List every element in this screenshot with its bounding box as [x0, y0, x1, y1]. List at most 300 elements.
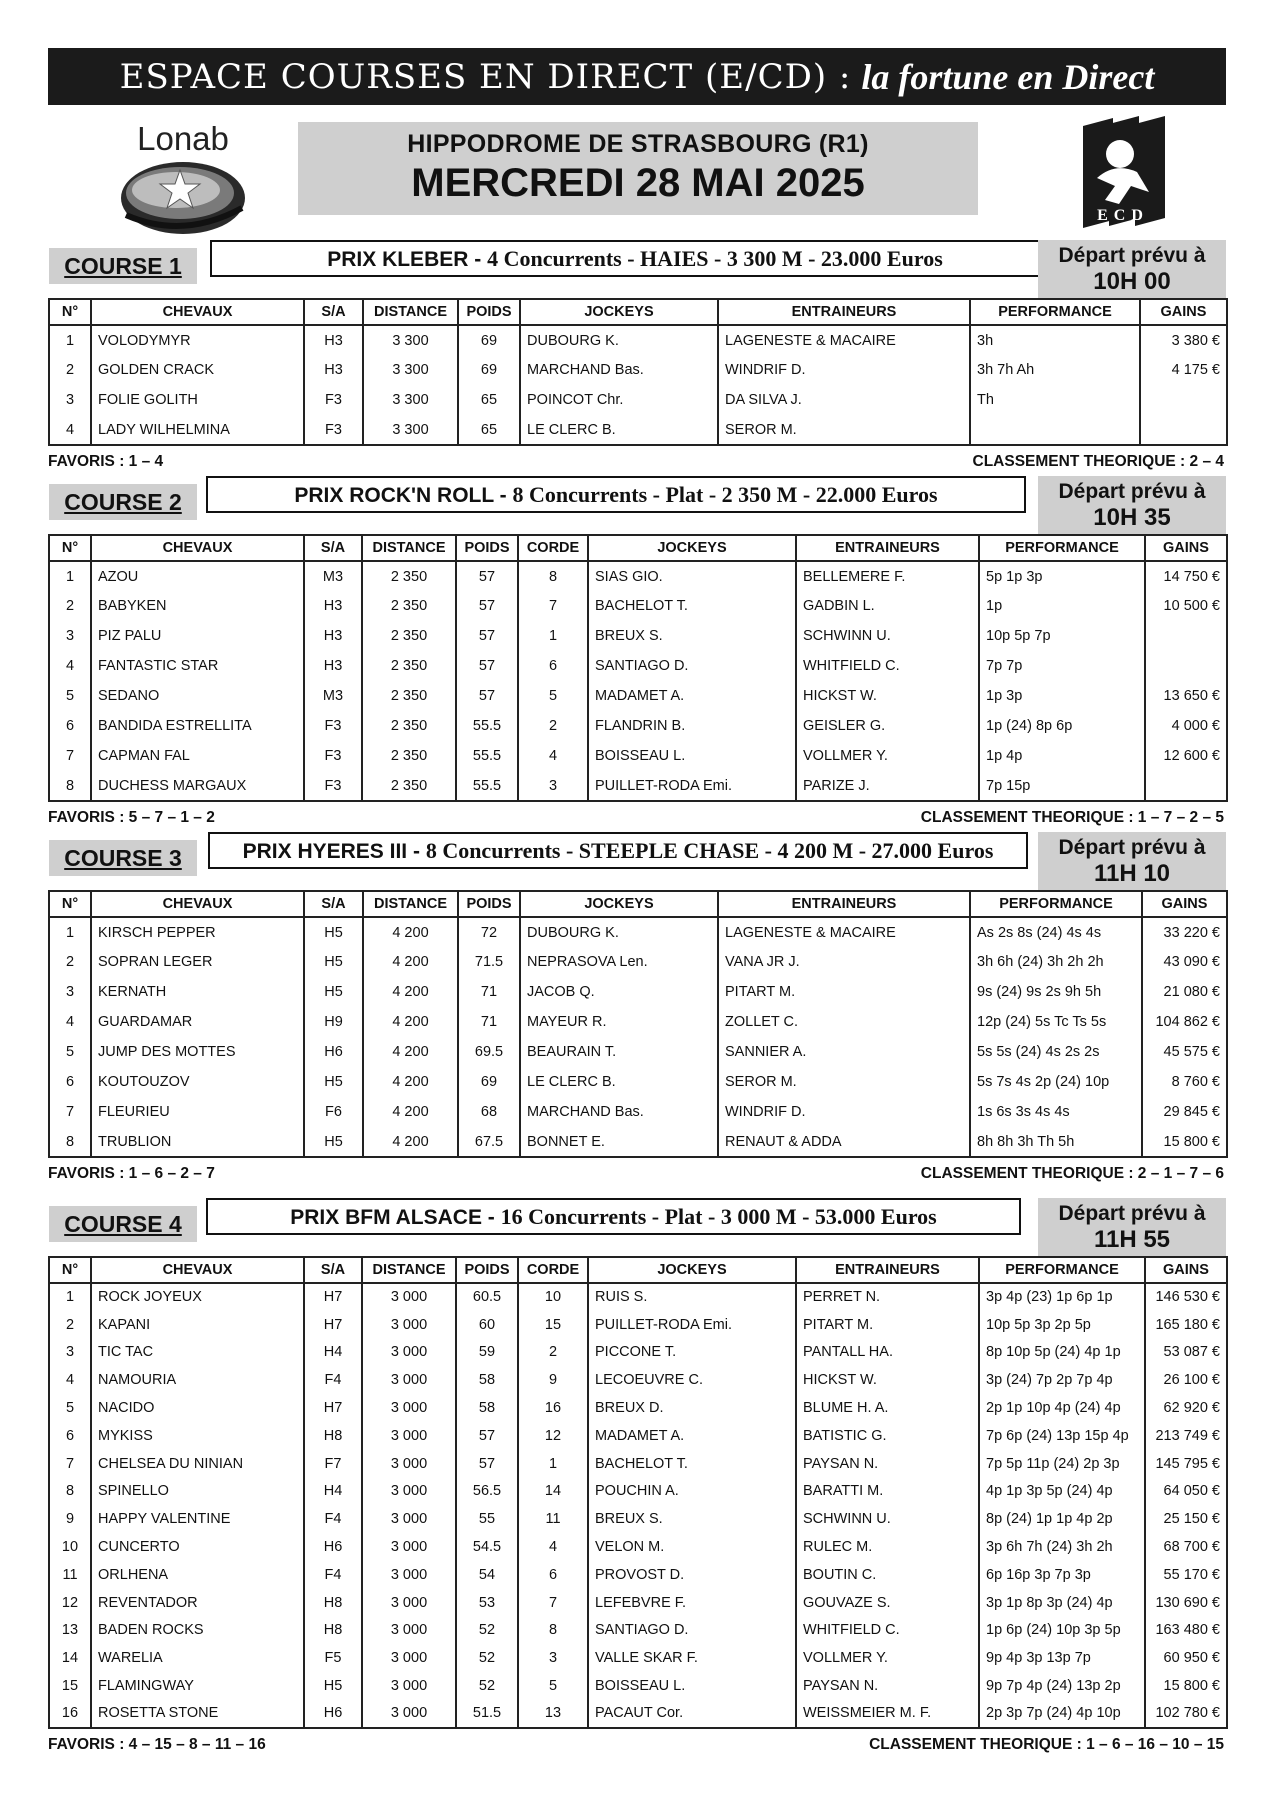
cell-distance: 4 200 — [363, 1097, 458, 1127]
cell-chevaux: HAPPY VALENTINE — [91, 1505, 304, 1533]
cell-s-a: H3 — [304, 651, 362, 681]
cell-jockeys: JACOB Q. — [520, 977, 718, 1007]
cell-entraineurs: VANA JR J. — [718, 947, 970, 977]
cell-distance: 3 300 — [363, 325, 458, 355]
cell-s-a: H8 — [304, 1617, 362, 1645]
col-header-s-a: S/A — [304, 299, 363, 325]
cell-jockeys: BONNET E. — [520, 1127, 718, 1157]
runners-table — [48, 890, 1228, 1158]
prix-title: PRIX KLEBER - 4 Concurrents - HAIES - 3 300 M - 23.000 Euros — [210, 240, 1060, 277]
cell-s-a: H5 — [304, 1672, 362, 1700]
table-row — [49, 917, 1227, 947]
cell-no: 1 — [49, 561, 91, 591]
cell-chevaux: NAMOURIA — [91, 1366, 304, 1394]
table-row — [49, 1700, 1227, 1728]
cell-distance: 2 350 — [362, 651, 456, 681]
cell-distance: 3 300 — [363, 385, 458, 415]
runners-table — [48, 534, 1228, 802]
cell-gains: 146 530 € — [1145, 1283, 1227, 1311]
cell-corde: 13 — [518, 1700, 588, 1728]
cell-no: 4 — [49, 1007, 91, 1037]
cell-distance: 3 000 — [362, 1450, 456, 1478]
col-header-poids: POIDS — [456, 1257, 518, 1283]
cell-performance: 1p 6p (24) 10p 3p 5p — [979, 1617, 1145, 1645]
cell-entraineurs: RENAUT & ADDA — [718, 1127, 970, 1157]
cell-performance: 3h 6h (24) 3h 2h 2h — [970, 947, 1142, 977]
table-row — [49, 1283, 1227, 1311]
cell-gains: 15 800 € — [1145, 1672, 1227, 1700]
table-row — [49, 1067, 1227, 1097]
cell-poids: 58 — [456, 1366, 518, 1394]
cell-jockeys: DUBOURG K. — [520, 325, 718, 355]
cell-entraineurs: SANNIER A. — [718, 1037, 970, 1067]
cell-jockeys: LE CLERC B. — [520, 1067, 718, 1097]
cell-gains: 165 180 € — [1145, 1311, 1227, 1339]
cell-no: 3 — [49, 1339, 91, 1367]
cell-s-a: H4 — [304, 1339, 362, 1367]
cell-s-a: F6 — [304, 1097, 363, 1127]
cell-poids: 57 — [456, 591, 518, 621]
cell-corde: 8 — [518, 1617, 588, 1645]
cell-performance: 3h 7h Ah — [970, 355, 1140, 385]
cell-jockeys: MAYEUR R. — [520, 1007, 718, 1037]
cell-chevaux: VOLODYMYR — [91, 325, 304, 355]
col-header-chevaux: CHEVAUX — [91, 299, 304, 325]
table-row — [49, 977, 1227, 1007]
cell-no: 10 — [49, 1533, 91, 1561]
col-header-entraineurs: ENTRAINEURS — [796, 1257, 979, 1283]
cell-chevaux: KAPANI — [91, 1311, 304, 1339]
depart-box — [1038, 476, 1226, 534]
cell-distance: 2 350 — [362, 681, 456, 711]
cell-gains: 3 380 € — [1140, 325, 1227, 355]
cell-s-a: F5 — [304, 1644, 362, 1672]
cell-poids: 57 — [456, 651, 518, 681]
cell-jockeys: MARCHAND Bas. — [520, 355, 718, 385]
table-row — [49, 561, 1227, 591]
cell-entraineurs: PARIZE J. — [796, 771, 979, 801]
cell-performance: 1p (24) 8p 6p — [979, 711, 1145, 741]
cell-distance: 4 200 — [363, 977, 458, 1007]
cell-no: 6 — [49, 711, 91, 741]
cell-no: 13 — [49, 1617, 91, 1645]
table-row — [49, 1097, 1227, 1127]
cell-performance: 1p 4p — [979, 741, 1145, 771]
table-body — [49, 325, 1227, 445]
table-header-row — [49, 535, 1227, 561]
depart-label: Départ prévu à — [1058, 244, 1206, 267]
cell-corde: 4 — [518, 1533, 588, 1561]
cell-distance: 2 350 — [362, 771, 456, 801]
cell-distance: 4 200 — [363, 1007, 458, 1037]
cell-no: 14 — [49, 1644, 91, 1672]
col-header-no: N° — [49, 299, 91, 325]
cell-performance: 9s (24) 9s 2s 9h 5h — [970, 977, 1142, 1007]
cell-gains: 25 150 € — [1145, 1505, 1227, 1533]
cell-jockeys: BOISSEAU L. — [588, 741, 796, 771]
cell-entraineurs: VOLLMER Y. — [796, 1644, 979, 1672]
race-section-4 — [48, 1198, 1226, 1763]
cell-corde: 16 — [518, 1394, 588, 1422]
cell-poids: 57 — [456, 1422, 518, 1450]
cell-poids: 54 — [456, 1561, 518, 1589]
col-header-chevaux: CHEVAUX — [91, 535, 304, 561]
cell-no: 6 — [49, 1067, 91, 1097]
cell-corde: 7 — [518, 591, 588, 621]
cell-s-a: H5 — [304, 1127, 363, 1157]
cell-gains — [1140, 385, 1227, 415]
cell-poids: 58 — [456, 1394, 518, 1422]
cell-jockeys: LEFEBVRE F. — [588, 1589, 796, 1617]
cell-s-a: H4 — [304, 1478, 362, 1506]
cell-no: 3 — [49, 385, 91, 415]
cell-entraineurs: WHITFIELD C. — [796, 1617, 979, 1645]
col-header-gains: GAINS — [1145, 1257, 1227, 1283]
cell-corde: 6 — [518, 1561, 588, 1589]
cell-entraineurs: VOLLMER Y. — [796, 741, 979, 771]
cell-no: 8 — [49, 1127, 91, 1157]
table-header-row — [49, 1257, 1227, 1283]
cell-performance: 1p — [979, 591, 1145, 621]
cell-gains: 104 862 € — [1142, 1007, 1227, 1037]
classement-theorique: CLASSEMENT THEORIQUE : 2 – 1 – 7 – 6 — [920, 1165, 1224, 1182]
cell-gains: 12 600 € — [1145, 741, 1227, 771]
banner-tagline: la fortune en Direct — [861, 56, 1155, 97]
cell-distance: 2 350 — [362, 741, 456, 771]
cell-no: 6 — [49, 1422, 91, 1450]
table-row — [49, 1617, 1227, 1645]
cell-poids: 69 — [458, 355, 520, 385]
classement-theorique: CLASSEMENT THEORIQUE : 2 – 4 — [972, 453, 1224, 470]
race-section-1 — [48, 240, 1226, 480]
cell-no: 2 — [49, 947, 91, 977]
cell-jockeys: BREUX S. — [588, 621, 796, 651]
cell-s-a: H5 — [304, 917, 363, 947]
runners-table — [48, 1256, 1228, 1729]
col-header-performance: PERFORMANCE — [970, 891, 1142, 917]
lonab-logo — [118, 120, 248, 238]
cell-corde: 8 — [518, 561, 588, 591]
cell-gains — [1145, 651, 1227, 681]
cell-no: 15 — [49, 1672, 91, 1700]
table-row — [49, 1394, 1227, 1422]
cell-distance: 3 000 — [362, 1505, 456, 1533]
cell-performance: 3p 1p 8p 3p (24) 4p — [979, 1589, 1145, 1617]
table-row — [49, 1037, 1227, 1067]
table-row — [49, 621, 1227, 651]
cell-gains: 68 700 € — [1145, 1533, 1227, 1561]
cell-poids: 57 — [456, 621, 518, 651]
cell-corde: 1 — [518, 1450, 588, 1478]
cell-entraineurs: DA SILVA J. — [718, 385, 970, 415]
cell-jockeys: MARCHAND Bas. — [520, 1097, 718, 1127]
cell-gains: 43 090 € — [1142, 947, 1227, 977]
cell-s-a: H6 — [304, 1700, 362, 1728]
table-row — [49, 741, 1227, 771]
cell-jockeys: BREUX S. — [588, 1505, 796, 1533]
cell-gains: 213 749 € — [1145, 1422, 1227, 1450]
col-header-poids: POIDS — [456, 535, 518, 561]
cell-no: 16 — [49, 1700, 91, 1728]
cell-no: 8 — [49, 1478, 91, 1506]
cell-performance: 7p 6p (24) 13p 15p 4p — [979, 1422, 1145, 1450]
cell-jockeys: MADAMET A. — [588, 1422, 796, 1450]
cell-entraineurs: GEISLER G. — [796, 711, 979, 741]
cell-s-a: F3 — [304, 385, 363, 415]
cell-distance: 4 200 — [363, 947, 458, 977]
cell-chevaux: FOLIE GOLITH — [91, 385, 304, 415]
cell-distance: 3 000 — [362, 1617, 456, 1645]
col-header-performance: PERFORMANCE — [979, 535, 1145, 561]
cell-poids: 55.5 — [456, 711, 518, 741]
depart-time: 11H 10 — [1093, 860, 1171, 887]
cell-chevaux: CUNCERTO — [91, 1533, 304, 1561]
cell-no: 5 — [49, 1394, 91, 1422]
ecd-logo — [1075, 116, 1171, 230]
cell-gains: 8 760 € — [1142, 1067, 1227, 1097]
cell-entraineurs: HICKST W. — [796, 681, 979, 711]
cell-poids: 65 — [458, 385, 520, 415]
cell-chevaux: FANTASTIC STAR — [91, 651, 304, 681]
cell-gains: 145 795 € — [1145, 1450, 1227, 1478]
cell-gains: 53 087 € — [1145, 1339, 1227, 1367]
cell-no: 1 — [49, 325, 91, 355]
cell-distance: 2 350 — [362, 591, 456, 621]
cell-distance: 3 300 — [363, 355, 458, 385]
cell-no: 8 — [49, 771, 91, 801]
col-header-chevaux: CHEVAUX — [91, 1257, 304, 1283]
cell-chevaux: KERNATH — [91, 977, 304, 1007]
table-row — [49, 325, 1227, 355]
cell-no: 1 — [49, 917, 91, 947]
cell-performance: 3p 6h 7h (24) 3h 2h — [979, 1533, 1145, 1561]
cell-poids: 57 — [456, 1450, 518, 1478]
col-header-jockeys: JOCKEYS — [520, 299, 718, 325]
cell-entraineurs: PITART M. — [796, 1311, 979, 1339]
table-row — [49, 1533, 1227, 1561]
cell-s-a: H7 — [304, 1311, 362, 1339]
cell-gains: 10 500 € — [1145, 591, 1227, 621]
col-header-no: N° — [49, 535, 91, 561]
cell-entraineurs: BOUTIN C. — [796, 1561, 979, 1589]
cell-performance: Th — [970, 385, 1140, 415]
table-header-row — [49, 299, 1227, 325]
table-row — [49, 355, 1227, 385]
cell-chevaux: WARELIA — [91, 1644, 304, 1672]
cell-entraineurs: BATISTIC G. — [796, 1422, 979, 1450]
cell-chevaux: NACIDO — [91, 1394, 304, 1422]
banner-title: ESPACE COURSES EN DIRECT (E/CD) : — [119, 56, 852, 97]
cell-poids: 72 — [458, 917, 520, 947]
cell-gains: 64 050 € — [1145, 1478, 1227, 1506]
cell-corde: 2 — [518, 711, 588, 741]
cell-jockeys: PROVOST D. — [588, 1561, 796, 1589]
cell-jockeys: BACHELOT T. — [588, 591, 796, 621]
table-row — [49, 1007, 1227, 1037]
cell-entraineurs: PANTALL HA. — [796, 1339, 979, 1367]
cell-s-a: M3 — [304, 561, 362, 591]
cell-entraineurs: WINDRIF D. — [718, 355, 970, 385]
cell-s-a: M3 — [304, 681, 362, 711]
cell-jockeys: POUCHIN A. — [588, 1478, 796, 1506]
cell-performance: 9p 7p 4p (24) 13p 2p — [979, 1672, 1145, 1700]
cell-distance: 3 000 — [362, 1422, 456, 1450]
col-header-s-a: S/A — [304, 1257, 362, 1283]
cell-s-a: H5 — [304, 977, 363, 1007]
cell-poids: 52 — [456, 1617, 518, 1645]
cell-s-a: F3 — [304, 711, 362, 741]
cell-distance: 3 000 — [362, 1533, 456, 1561]
ecd-logo-text: ECD — [1097, 207, 1149, 224]
cell-no: 7 — [49, 741, 91, 771]
cell-s-a: H6 — [304, 1037, 363, 1067]
cell-entraineurs: HICKST W. — [796, 1366, 979, 1394]
cell-s-a: H8 — [304, 1589, 362, 1617]
col-header-corde: CORDE — [518, 535, 588, 561]
race-section-2 — [48, 476, 1226, 836]
cell-s-a: H3 — [304, 591, 362, 621]
cell-entraineurs: SEROR M. — [718, 1067, 970, 1097]
cell-poids: 68 — [458, 1097, 520, 1127]
cell-chevaux: BABYKEN — [91, 591, 304, 621]
cell-corde: 3 — [518, 771, 588, 801]
cell-poids: 56.5 — [456, 1478, 518, 1506]
cell-entraineurs: SCHWINN U. — [796, 1505, 979, 1533]
cell-poids: 57 — [456, 561, 518, 591]
cell-gains: 45 575 € — [1142, 1037, 1227, 1067]
col-header-poids: POIDS — [458, 891, 520, 917]
cell-no: 9 — [49, 1505, 91, 1533]
col-header-distance: DISTANCE — [362, 535, 456, 561]
cell-entraineurs: BELLEMERE F. — [796, 561, 979, 591]
cell-chevaux: SOPRAN LEGER — [91, 947, 304, 977]
cell-distance: 4 200 — [363, 1067, 458, 1097]
cell-poids: 52 — [456, 1672, 518, 1700]
cell-performance: 5s 5s (24) 4s 2s 2s — [970, 1037, 1142, 1067]
table-row — [49, 385, 1227, 415]
cell-performance: 8p (24) 1p 1p 4p 2p — [979, 1505, 1145, 1533]
cell-poids: 53 — [456, 1589, 518, 1617]
cell-gains: 14 750 € — [1145, 561, 1227, 591]
col-header-no: N° — [49, 891, 91, 917]
cell-corde: 12 — [518, 1422, 588, 1450]
col-header-performance: PERFORMANCE — [970, 299, 1140, 325]
cell-corde: 4 — [518, 741, 588, 771]
cell-gains: 4 000 € — [1145, 711, 1227, 741]
top-banner — [48, 48, 1226, 105]
cell-poids: 69 — [458, 325, 520, 355]
cell-poids: 67.5 — [458, 1127, 520, 1157]
table-row — [49, 591, 1227, 621]
cell-poids: 55.5 — [456, 771, 518, 801]
cell-performance: 1p 3p — [979, 681, 1145, 711]
cell-gains: 15 800 € — [1142, 1127, 1227, 1157]
favoris: FAVORIS : 1 – 4 — [48, 453, 164, 470]
cell-chevaux: SEDANO — [91, 681, 304, 711]
cell-s-a: H8 — [304, 1422, 362, 1450]
cell-poids: 71.5 — [458, 947, 520, 977]
depart-box — [1038, 832, 1226, 890]
cell-no: 7 — [49, 1097, 91, 1127]
cell-performance: 3p 4p (23) 1p 6p 1p — [979, 1283, 1145, 1311]
cell-corde: 9 — [518, 1366, 588, 1394]
col-header-entraineurs: ENTRAINEURS — [718, 891, 970, 917]
col-header-jockeys: JOCKEYS — [520, 891, 718, 917]
cell-chevaux: DUCHESS MARGAUX — [91, 771, 304, 801]
cell-gains: 33 220 € — [1142, 917, 1227, 947]
cell-chevaux: AZOU — [91, 561, 304, 591]
cell-entraineurs: BLUME H. A. — [796, 1394, 979, 1422]
cell-poids: 59 — [456, 1339, 518, 1367]
cell-gains: 21 080 € — [1142, 977, 1227, 1007]
cell-jockeys: LE CLERC B. — [520, 415, 718, 445]
cell-entraineurs: GOUVAZE S. — [796, 1589, 979, 1617]
cell-entraineurs: GADBIN L. — [796, 591, 979, 621]
table-row — [49, 1311, 1227, 1339]
cell-performance: 3h — [970, 325, 1140, 355]
cell-s-a: H3 — [304, 325, 363, 355]
lonab-logo-text: Lonab — [137, 120, 229, 157]
cell-distance: 3 000 — [362, 1311, 456, 1339]
cell-chevaux: CAPMAN FAL — [91, 741, 304, 771]
col-header-poids: POIDS — [458, 299, 520, 325]
course-label: COURSE 3 — [49, 840, 197, 876]
cell-jockeys: BACHELOT T. — [588, 1450, 796, 1478]
cell-s-a: F3 — [304, 771, 362, 801]
cell-gains: 102 780 € — [1145, 1700, 1227, 1728]
cell-distance: 3 000 — [362, 1672, 456, 1700]
cell-s-a: F3 — [304, 741, 362, 771]
depart-time: 10H 00 — [1093, 268, 1171, 295]
cell-poids: 51.5 — [456, 1700, 518, 1728]
cell-distance: 2 350 — [362, 621, 456, 651]
cell-gains — [1145, 621, 1227, 651]
cell-entraineurs: PERRET N. — [796, 1283, 979, 1311]
cell-corde: 5 — [518, 1672, 588, 1700]
cell-performance: 5s 7s 4s 2p (24) 10p — [970, 1067, 1142, 1097]
cell-jockeys: PUILLET-RODA Emi. — [588, 1311, 796, 1339]
cell-distance: 2 350 — [362, 711, 456, 741]
cell-distance: 4 200 — [363, 1037, 458, 1067]
cell-s-a: H3 — [304, 355, 363, 385]
cell-s-a: H3 — [304, 621, 362, 651]
cell-performance: 4p 1p 3p 5p (24) 4p — [979, 1478, 1145, 1506]
favoris: FAVORIS : 4 – 15 – 8 – 11 – 16 — [48, 1735, 266, 1753]
cell-entraineurs: PAYSAN N. — [796, 1672, 979, 1700]
cell-chevaux: CHELSEA DU NINIAN — [91, 1450, 304, 1478]
col-header-entraineurs: ENTRAINEURS — [796, 535, 979, 561]
cell-distance: 3 000 — [362, 1394, 456, 1422]
cell-jockeys: BOISSEAU L. — [588, 1672, 796, 1700]
depart-box — [1038, 1198, 1226, 1256]
cell-distance: 2 350 — [362, 561, 456, 591]
cell-performance: As 2s 8s (24) 4s 4s — [970, 917, 1142, 947]
prix-title: PRIX ROCK'N ROLL - 8 Concurrents - Plat - 2 350 M - 22.000 Euros — [206, 476, 1026, 513]
table-row — [49, 1644, 1227, 1672]
cell-distance: 3 000 — [362, 1561, 456, 1589]
cell-chevaux: BADEN ROCKS — [91, 1617, 304, 1645]
cell-s-a: H6 — [304, 1533, 362, 1561]
cell-performance: 5p 1p 3p — [979, 561, 1145, 591]
table-row — [49, 1339, 1227, 1367]
table-body — [49, 1283, 1227, 1728]
cell-chevaux: FLEURIEU — [91, 1097, 304, 1127]
cell-corde: 6 — [518, 651, 588, 681]
cell-performance: 7p 15p — [979, 771, 1145, 801]
table-row — [49, 1450, 1227, 1478]
col-header-performance: PERFORMANCE — [979, 1257, 1145, 1283]
table-row — [49, 1422, 1227, 1450]
